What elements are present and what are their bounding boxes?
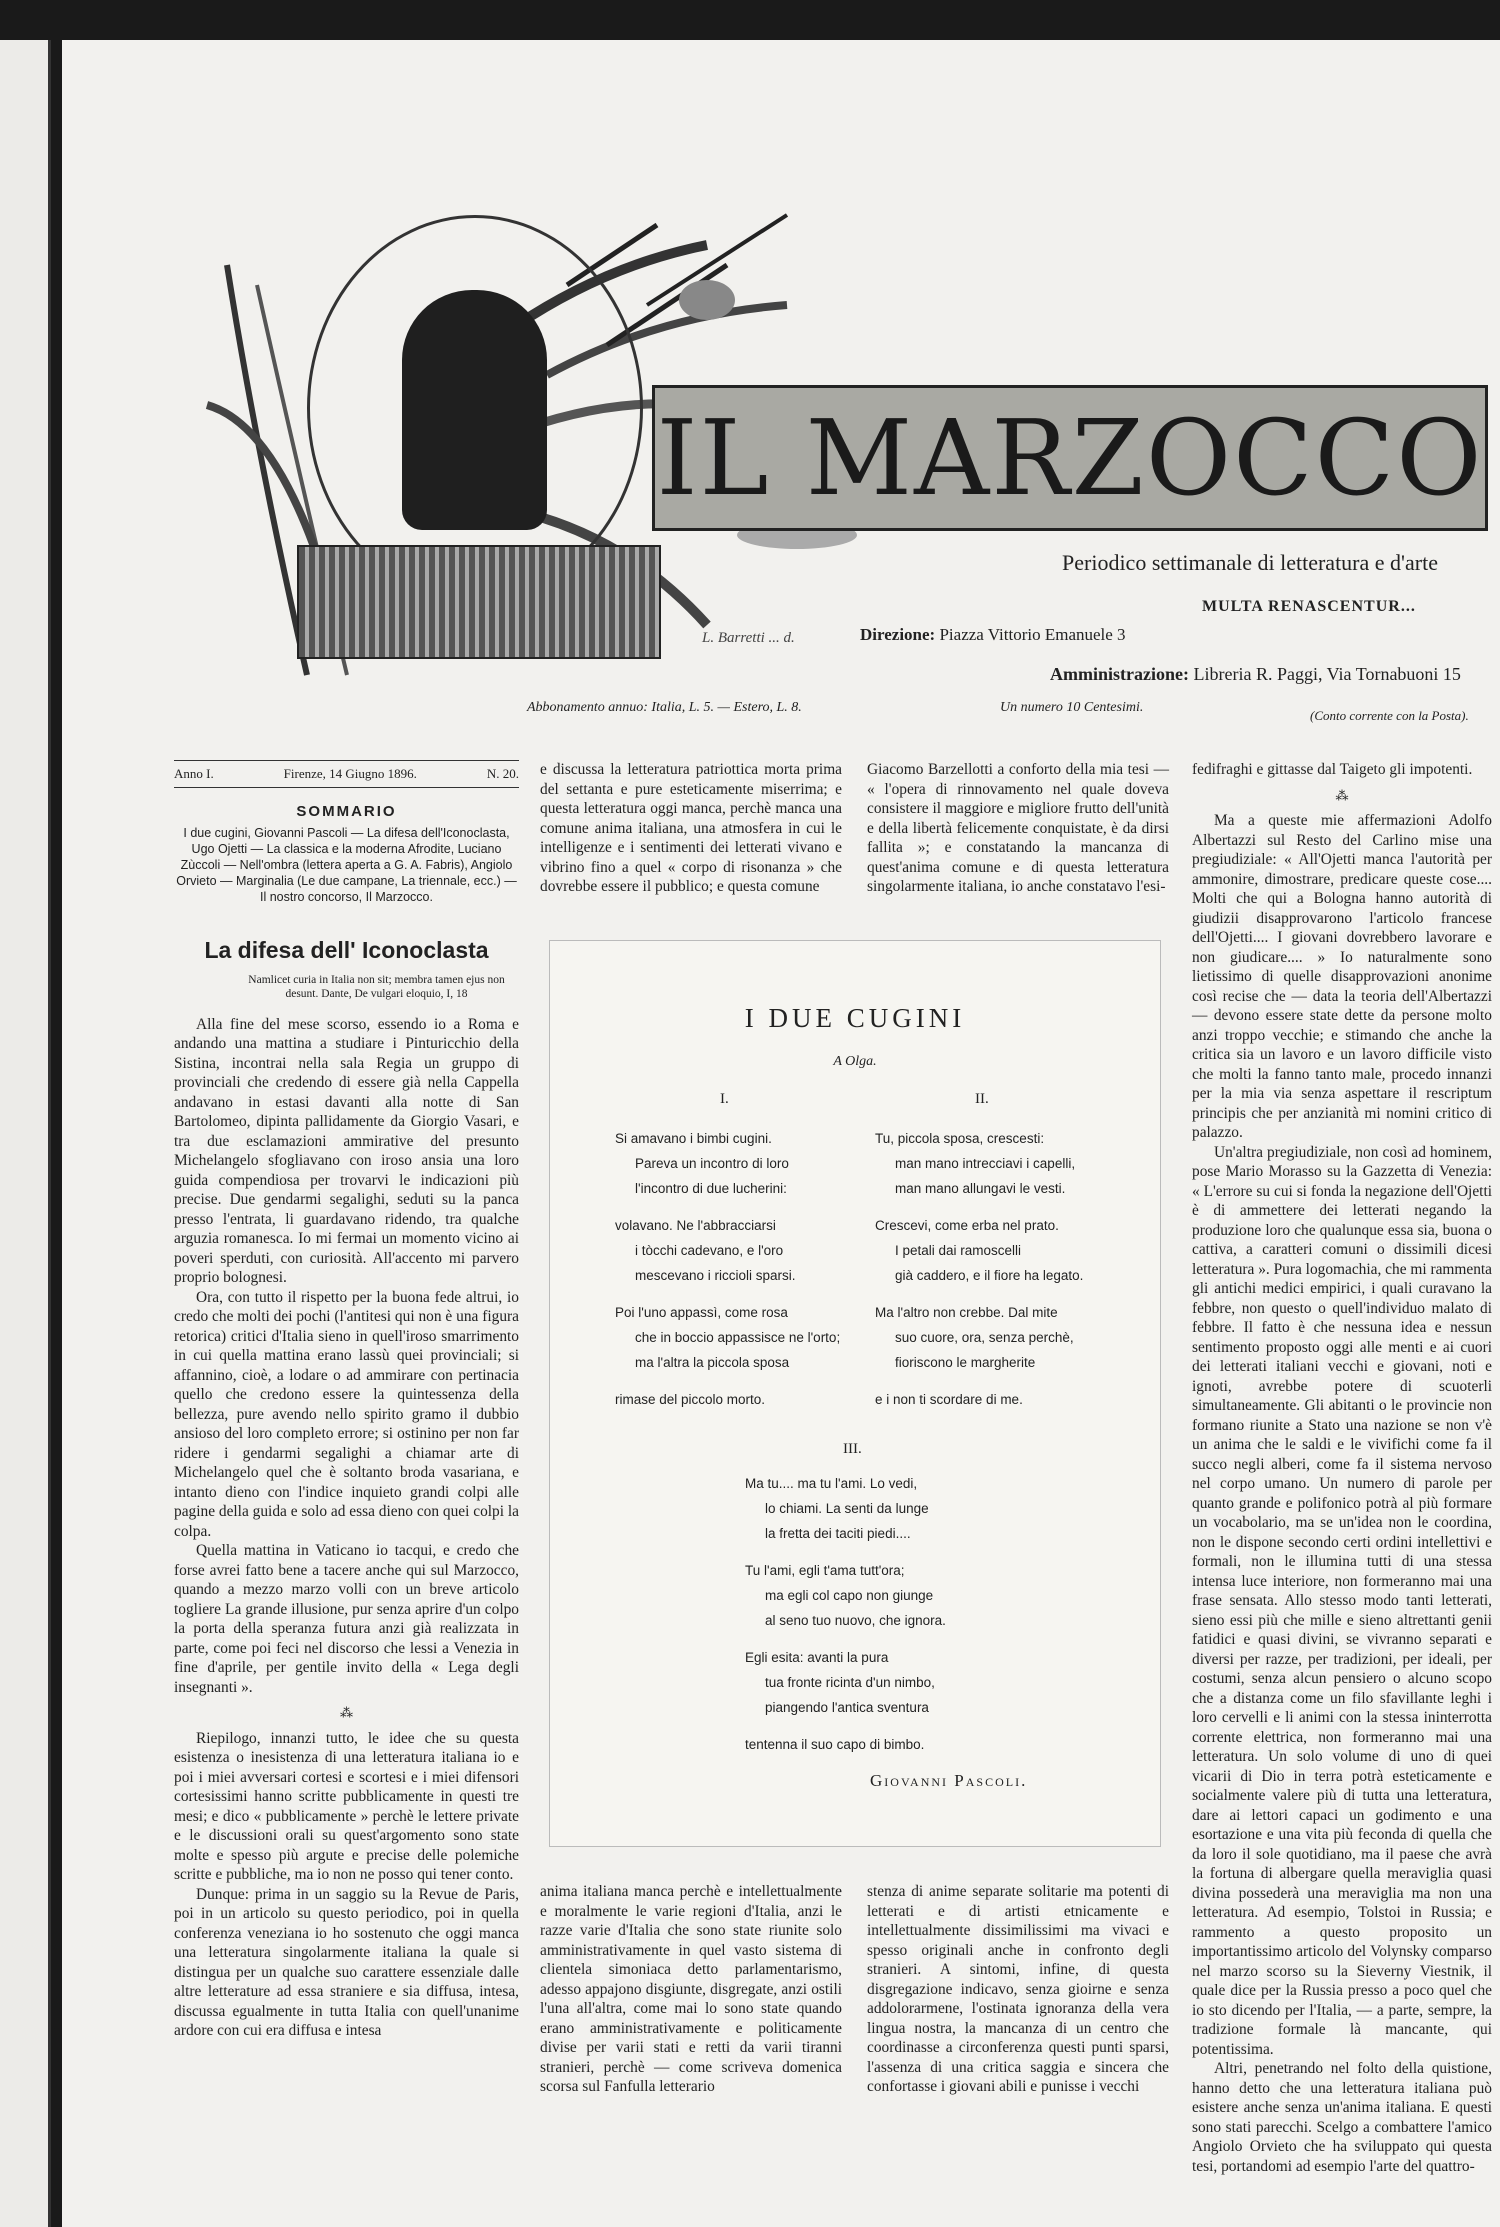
masthead [147, 175, 1497, 735]
paragraph: Altri, penetrando nel folto della quistione, hanno detto che una letteratura italiana può esistere anche senza un'anima italiana. E questi sono stati parecchi. Scelgo a combattere l'amico Angiolo Orvieto che ha sviluppato qui questa tesi, portandomi ad esempio l'arte del quattro- [1192, 2060, 1492, 2175]
verse: ma l'altra la piccola sposa [635, 1355, 790, 1370]
postal-account-info: (Conto corrente con la Posta). [1310, 708, 1469, 723]
paragraph: Quella mattina in Vaticano io tacqui, e credo che forse avrei fatto bene a tacere anche qui sul Marzocco, quando a mezzo marzo volli con un breve articolo togliere La grande illusione, pur senza aprire d'un colpo la porta della speranza futura anzi già realizzata in parte, come poi feci nel discorso che lessi a Venezia in fine d'aprile, per gentile invito della « Lega degli insegnanti ». [174, 1542, 519, 1696]
verse: Ma l'altro non crebbe. Dal mite [875, 1305, 1058, 1320]
verse: suo cuore, ora, senza perchè, [895, 1330, 1074, 1345]
masthead-motto: MULTA RENASCENTUR... [1202, 598, 1416, 615]
verse: I petali dai ramoscelli [895, 1243, 1022, 1258]
poem-dedication: A Olga. [833, 1054, 877, 1069]
verse: Poi l'uno appassì, come rosa [615, 1305, 788, 1320]
direzione-label: Direzione: [860, 625, 936, 644]
verse: man mano intrecciavi i capelli, [895, 1156, 1076, 1171]
poem-numeral-3: III. [843, 1441, 862, 1457]
verse: ma egli col capo non giunge [765, 1588, 934, 1603]
paragraph: Riepilogo, innanzi tutto, le idee che su questa esistenza o inesistenza di una letteratura italiana io e poi i miei avversari cortesi e scortesi e i miei difensori cortesissimi hanno scritte pubblicamente in questi tre mesi; e dico « pubblicamente » perchè le lettere private e le discussioni orali su quest'argomento sono state molte e spesso più argute e precise delle polemiche scritte e pubbliche, ma io non ne posso qui tener conto. [174, 1729, 519, 1883]
paragraph: fedifraghi e gittasse dal Taigeto gli impotenti. [1192, 761, 1473, 778]
section-divider: ⁂ [1335, 787, 1349, 803]
verse: già caddero, e il fiore ha legato. [895, 1268, 1084, 1283]
verse: mescevano i riccioli sparsi. [635, 1268, 796, 1283]
masthead-title: IL MARZOCCO [656, 397, 1484, 519]
verse: che in boccio appassisce ne l'orto; [635, 1330, 841, 1345]
amministrazione-address: Libreria R. Paggi, Via Tornabuoni 15 [1193, 664, 1461, 684]
newspaper-page [62, 40, 1500, 2227]
verse: i tòcchi cadevano, e l'oro [635, 1243, 784, 1258]
verse: rimase del piccolo morto. [615, 1392, 766, 1407]
poem-numeral-2: II. [975, 1091, 989, 1107]
epigraph: Namlicet curia in Italia non sit; membra tamen ejus non desunt. Dante, De vulgari eloquio, I, 18 [248, 973, 505, 1000]
column-2-top: e discussa la letteratura patriottica morta prima del settanta e pure esteticamente miserrima; e questa letteratura oggi manca, perchè manca una comune anima italiana, una atmosfera in cui le intelligenze e i sentimenti dei letterati vivano e vibrino fino a quel « corpo di risonanza » che dovrebbe essere il pubblico; e questa comune [540, 761, 842, 895]
direzione-line [860, 625, 1126, 645]
paragraph: Ma a queste mie affermazioni Adolfo Albertazzi sul Resto del Carlino mise una pregiudiziale: « All'Ojetti manca l'autorità per ammonire, dimostrare, predicare queste cose.... Molti che qui a Bologna hanno autorità di giudizii disapprovarono l'articolo francese dell'Ojetti.... I giovani dovrebbero lavorare e non giudicare.... » Io naturalmente sono lietissimo di quelle disapprovazioni anonime così recise che — data la teoria dell'Albertazzi — devono essere state dette da persone molto anzi troppo vecchie; e stimando che anche la critica sia un lavoro e un lavoro difficile visto che molti la fanno tanto male, procedo innanzi per la mia via senza aspettare il rescriptum principis che per anzianità mi nomini critico di palazzo. [1192, 812, 1492, 1141]
verse: al seno tuo nuovo, che ignora. [765, 1613, 946, 1628]
verse: l'incontro di due lucherini: [635, 1181, 787, 1196]
issue-date: Firenze, 14 Giugno 1896. [283, 766, 417, 781]
paragraph: Ora, con tutto il rispetto per la buona fede altrui, io credo che molti dei pochi (l'antitesi qui non è una figura retorica) critici d'Italia sieno in quell'iroso smarrimento in cui quella mattina erano lassù quei provinciali; si affannino, cioè, a lodare o ad ammirare con pertinacia quello che credono essere la quintessenza della bellezza, pure avendo nello spirito gramo il dubbio ansioso del loro completo errore; si ostinino per non far ridere i gendarmi segalighi a chiamar arte di Michelangelo quel che è soltanto broda vasariana, e intanto dieno con l'indice inquieto grandi colpi alle pagine della guida e solo ad essa dieno con quei colpi la colpa. [174, 1288, 519, 1540]
verse: man mano allungavi le vesti. [895, 1181, 1066, 1196]
verse: tentenna il suo capo di bimbo. [745, 1737, 925, 1752]
poem-numeral-1: I. [720, 1091, 729, 1107]
price-info: Un numero 10 Centesimi. [1000, 700, 1144, 715]
paragraph: Un'altra pregiudiziale, non così ad hominem, pose Mario Morasso su la Gazzetta di Venezia: « L'errore su cui si fonda la negazione dell'Ojetti è di ammettere dei letterati negando la produzione loro che qualunque essa sia, buona o cattiva, a caratteri comuni o dissimili dicesi letteratura ». Pura logomachia, che mi rammenta gli antichi medici empirici, i quali curavano la febbre, non questo o quell'individuo malato di febbre. Il fatto è che nessuna idea e nessun sentimento proposto oggi alle menti e ai cuori dei letterati italiani vecchi e giovani, noti e ignoti, avrebbe potere di scuoterli simultaneamente. Gli abitanti o le provincie non formano riunite a Stato una nazione se non v'è un anima che le saldi e le vivifichi come fa il succo negli alberi, come fa il sistema nervoso nel corpo umano. Un numero di parole per quanto grande e polifonico potrà al più formare un vocabolario, ma se un'idea non le coordina, non le dispone secondo certi ordini intellettivi e formali, non le illumina tutti di una stessa intensa luce interiore, non formeranno mai una frase sensata. Allo stesso modo tanti letterati, sieno essi più che mille e sieno altrettanti genii fatidici e quasi divini, se vivranno separati e diversi per razze, per tradizioni, per ideali, per costumi, senza alcun pensiero o alcuno scopo che a distanza come un filo sfavillante leghi i loro cervelli e li animi con la stessa ininterrotta corrente elettrica, non formeranno mai una letteratura. Un solo volume di uno di quei vicarii di Dio in terra potrà esteticamente e socialmente valere più di tutta una letteratura, dare ai lettori capaci un godimento e una esortazione e una vita più feconda di quella che da loro il sole quotidiano, ma il paese che avrà la fortuna di albergare quella meraviglia quasi divina possederà una meraviglia ma non una letteratura. Ad esempio, Tolstoi in Russia; e rammento a questo proposito un importantissimo articolo del Volynsky comparso nel marzo scorso su la Sieverny Viestnik, il quale dice per la Russia presso a poco quel che io sto dicendo per l'Italia, — a parte, sempre, la tradizione formale là mancante, qui potentissima. [1192, 1143, 1492, 2058]
verse: Tu l'ami, egli t'ama tutt'ora; [745, 1563, 905, 1578]
abbonamento-info: Abbonamento annuo: Italia, L. 5. — Estero, L. 8. [527, 700, 802, 715]
amministrazione-line [1050, 664, 1461, 685]
verse: Si amavano i bimbi cugini. [615, 1131, 772, 1146]
verse: lo chiami. La senti da lunge [765, 1501, 929, 1516]
verse: Crescevi, come erba nel prato. [875, 1218, 1059, 1233]
verse: Egli esita: avanti la pura [745, 1650, 889, 1665]
section-divider: ⁂ [340, 1705, 353, 1720]
masthead-subtitle: Periodico settimanale di letteratura e d'arte [1062, 550, 1438, 575]
issue-number: N. 20. [486, 766, 519, 781]
verse: Pareva un incontro di loro [635, 1156, 789, 1171]
article-title: La difesa dell' Iconoclasta [204, 937, 489, 963]
verse: Ma tu.... ma tu l'ami. Lo vedi, [745, 1476, 918, 1491]
paragraph: Alla fine del mese scorso, essendo io a Roma e andando una mattina a studiare i Pinturicchio della Sistina, incontrai nella sala Regia un gruppo di provinciali che credendo di essere già nella Cappella andavano in estasi davanti alla notte di San Bartolomeo, dipinta pallidamente da Giorgio Vasari, e tra due esclamazioni ammirative del presunto Michelangelo sfogliavano con iroso ansia una loro guida compendiosa per trovarvi le indicazioni più precise. Due gendarmi segalighi, seduti su la panca presso l'entrata, li guardavano ridendo, tra qualche arguzia romanesca. Io mi fermai un momento vicino ai poveri sperduti, con curiosità. All'accento mi parvero proprio bolognesi. [174, 1015, 519, 1286]
poem-signature: Giovanni Pascoli. [870, 1771, 1028, 1790]
poem-title: I DUE CUGINI [744, 1003, 966, 1033]
column-4 [1192, 760, 1492, 2176]
poem-box [549, 940, 1161, 1847]
column-2-bottom: anima italiana manca perchè e intellettualmente e moralmente le varie regioni d'Italia, anzi le razze varie d'Italia che sono state riunite solo amministrativamente in quel vasto sistema di clientela simoniaca detto parlamentarismo, adesso appajono disgiunte, disgregate, anzi ostili l'una all'altra, come mai lo sono state quando erano amministrativamente e politicamente divise per varii stati e retti da varii tiranni stranieri, perchè — come scriveva domenica scorsa sul Fanfulla letterario [540, 1883, 842, 2095]
verse: la fretta dei taciti piedi.... [765, 1526, 911, 1541]
poem-section-2 [875, 1126, 1083, 1412]
column-1 [174, 760, 519, 2041]
verse: tua fronte ricinta d'un nimbo, [765, 1675, 935, 1690]
adjacent-page-edge [0, 40, 51, 2227]
poem-section-3 [745, 1471, 946, 1757]
verse: e i non ti scordare di me. [875, 1392, 1023, 1407]
pedestal-image [297, 545, 661, 659]
paragraph: Dunque: prima in un saggio su la Revue de Paris, poi in un articolo su questo periodico, poi in quella conferenza veneziana io ho sostenuto che oggi manca una letteratura singolarmente italiana la quale si distingua per un qualche suo carattere essenziale dalle altre letterature ad essa straniere e sia diffusa, intesa, discussa egualmente in tutta Italia con quell'unanime ardore con cui era diffusa e intesa [174, 1885, 519, 2039]
article-body [174, 1015, 519, 2041]
issue-line [174, 760, 519, 788]
verse: volavano. Ne l'abbracciarsi [615, 1218, 776, 1233]
verse: fioriscono le margherite [895, 1355, 1036, 1370]
artist-signature: L. Barretti ... d. [702, 630, 795, 646]
amministrazione-label: Amministrazione: [1050, 664, 1189, 684]
poem-section-1 [615, 1126, 840, 1412]
verse: piangendo l'antica sventura [765, 1700, 929, 1715]
masthead-title-band [652, 385, 1488, 531]
column-3-bottom: stenza di anime separate solitarie ma potenti di letterati e di artisti etnicamente e intellettualmente dissimilissimi ma vivaci e spesso originali anche in confronto degli stranieri. A sintomi, infine, di questa disgregazione indicavo, senza gioirne e senza addolorarmene, l'ostinata ignoranza della vera lingua nostra, la mancanza di un centro che coordinasse a circonferenza questi punti sparsi, l'assenza di una critica saggia e sincera che confortasse i giovani abili e punisse i vecchi [867, 1883, 1169, 2095]
marzocco-lion-image [402, 290, 547, 530]
verse: Tu, piccola sposa, crescesti: [875, 1131, 1045, 1146]
direzione-address: Piazza Vittorio Emanuele 3 [939, 625, 1126, 644]
issue-year: Anno I. [174, 766, 214, 781]
sommario-text: I due cugini, Giovanni Pascoli — La difesa dell'Iconoclasta, Ugo Ojetti — La classica e la moderna Afrodite, Luciano Zùccoli — Nell'ombra (lettera aperta a G. A. Fabris), Angiolo Orvieto — Marginalia (Le due campane, La triennale, ecc.) — Il nostro concorso, Il Marzocco. [176, 826, 517, 904]
sommario-heading: SOMMARIO [296, 802, 397, 820]
column-3-top: Giacomo Barzellotti a conforto della mia tesi — « l'opera di rinnovamento nel quale doveva consistere il maggiore e migliore frutto dell'unità e della libertà felicemente conquistate, è da dirsi fallita »; e constatando la mancanza di quest'anima comune e di questa letteratura singolarmente italiana, io anche constatavo l'esi- [867, 761, 1169, 895]
